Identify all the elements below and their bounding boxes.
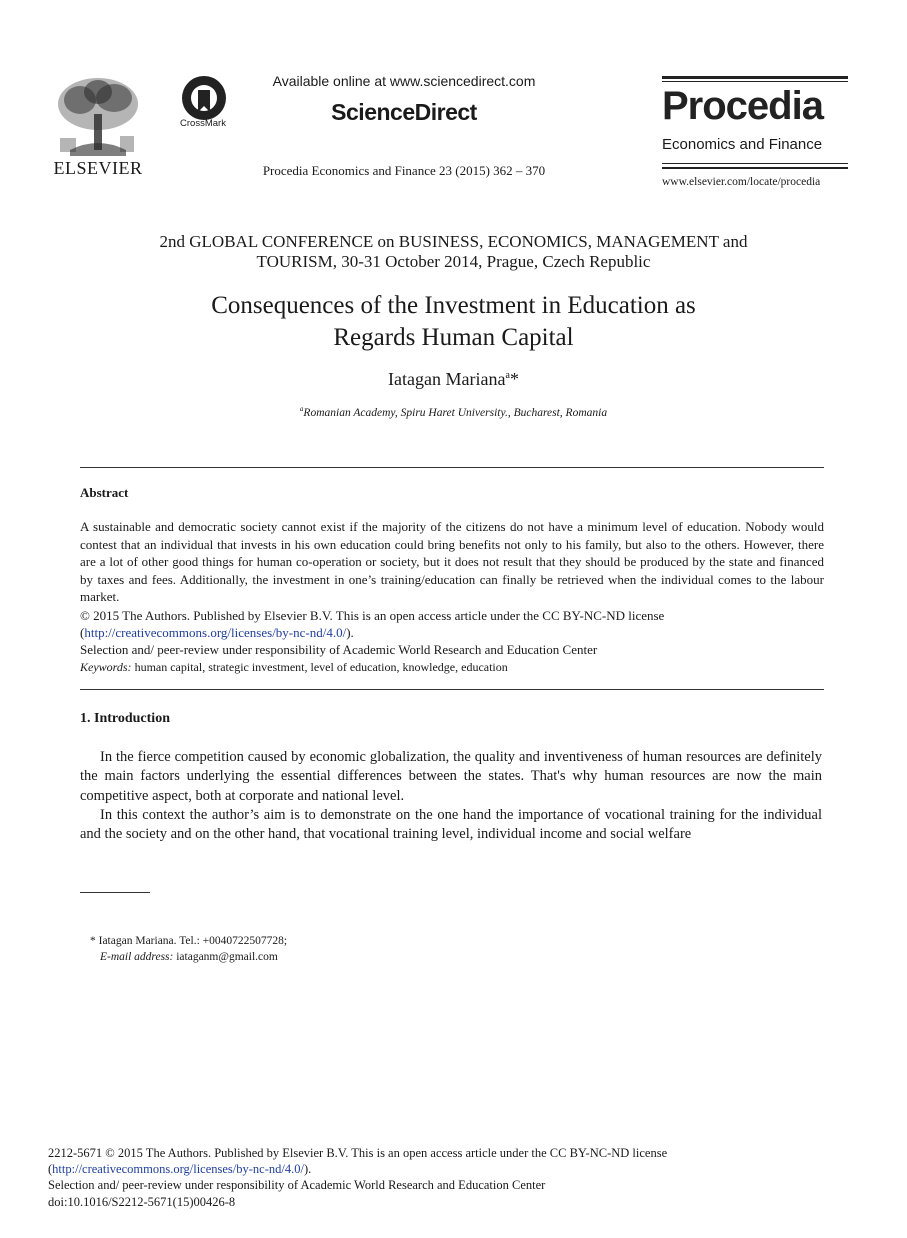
abstract-license: [80, 624, 824, 641]
intro-paragraph-1: In the fierce competition caused by economic globalization, the quality and inventiveness of human resources are definitely the main factors underlying the essential differences between the states. That's why human resources are now the main competitive aspect, both at corporate and national level.: [80, 749, 822, 804]
affiliation: [100, 405, 807, 419]
license-close: ).: [346, 625, 354, 640]
bottom-license: [48, 1161, 748, 1177]
affil-text: Romanian Academy, Spiru Haret University., Bucharest, Romania: [303, 406, 608, 419]
footnote-contact: * Iatagan Mariana. Tel.: +0040722507728;: [90, 935, 288, 947]
procedia-rule: [662, 81, 848, 82]
crossmark-label: CrossMark: [180, 118, 226, 129]
keywords-list: human capital, strategic investment, level of education, knowledge, education: [134, 660, 508, 674]
email-address[interactable]: iataganm@gmail.com: [176, 951, 278, 963]
paper-title: [100, 290, 807, 354]
conference-line: [100, 232, 807, 272]
author-affil-marker: a: [505, 370, 510, 381]
bottom-license-link[interactable]: http://creativecommons.org/licenses/by-nc-nd/4.0/: [52, 1162, 304, 1176]
bottom-peer-review: Selection and/ peer-review under responsibility of Academic World Research and Education Center: [48, 1178, 546, 1192]
procedia-rule: [662, 76, 848, 79]
affil-marker: a: [299, 405, 304, 413]
abstract-top-rule: [80, 467, 824, 468]
paper-title-line-2: Regards Human Capital: [333, 324, 574, 351]
abstract-copyright: © 2015 The Authors. Published by Elsevier B.V. This is an open access article under the CC BY-NC-ND license: [80, 608, 665, 623]
procedia-logo: Procedia: [662, 84, 823, 128]
doi[interactable]: doi:10.1016/S2212-5671(15)00426-8: [48, 1195, 236, 1209]
procedia-rule: [662, 167, 848, 169]
conference-line-2: TOURISM, 30-31 October 2014, Prague, Czech Republic: [256, 252, 651, 271]
elsevier-wordmark: ELSEVIER: [53, 158, 143, 178]
keywords-label: Keywords:: [80, 660, 132, 674]
footnote-rule: [80, 892, 150, 893]
paper-title-line-1: Consequences of the Investment in Education as: [211, 292, 696, 319]
license-open: (: [80, 625, 85, 640]
abstract-text: A sustainable and democratic society cannot exist if the majority of the citizens do not have a minimum level of education. Nobody would contest that an individual that invests in his own education could bring benefits not only to his family, but also to the others. However, there are a lot of other good things for human co-operation or society, but it does not result that they should be produced by the state and financed by taxes and fees. Additionally, the investment in one’s training/education can finally be retrieved when the individual comes to the labour market.: [80, 519, 824, 605]
bottom-license-open: (: [48, 1162, 53, 1176]
abstract-heading: Abstract: [80, 485, 129, 500]
procedia-subtitle: Economics and Finance: [662, 136, 823, 153]
author: [100, 369, 807, 390]
procedia-rule: [662, 163, 848, 164]
available-online-text: Available online at www.sciencedirect.com: [272, 73, 536, 89]
license-link[interactable]: http://creativecommons.org/licenses/by-nc-nd/4.0/: [84, 625, 347, 640]
author-name: Iatagan Mariana: [388, 369, 506, 389]
intro-paragraph-2: In this context the author’s aim is to demonstrate on the one hand the importance of vocational training for the individual and the society and on the other hand, that vocational training level, individual income and social welfare: [80, 807, 822, 843]
footnote-email: [100, 949, 500, 965]
keywords: [80, 659, 824, 676]
abstract-bottom-rule: [80, 689, 824, 690]
issn-license-line: 2212-5671 © 2015 The Authors. Published by Elsevier B.V. This is an open access article under the CC BY-NC-ND license: [48, 1146, 668, 1160]
conference-line-1: 2nd GLOBAL CONFERENCE on BUSINESS, ECONOMICS, MANAGEMENT and: [159, 232, 748, 251]
email-label: E-mail address:: [100, 951, 174, 963]
journal-reference: Procedia Economics and Finance 23 (2015) 362 – 370: [262, 163, 546, 178]
author-corresponding-marker: *: [509, 369, 519, 389]
sciencedirect-logo: ScienceDirect: [331, 99, 477, 125]
abstract-peer-review: Selection and/ peer-review under responsibility of Academic World Research and Education Center: [80, 642, 598, 657]
procedia-url[interactable]: www.elsevier.com/locate/procedia: [662, 176, 821, 188]
bottom-license-close: ).: [303, 1162, 312, 1176]
section-heading-introduction: 1. Introduction: [80, 711, 170, 726]
